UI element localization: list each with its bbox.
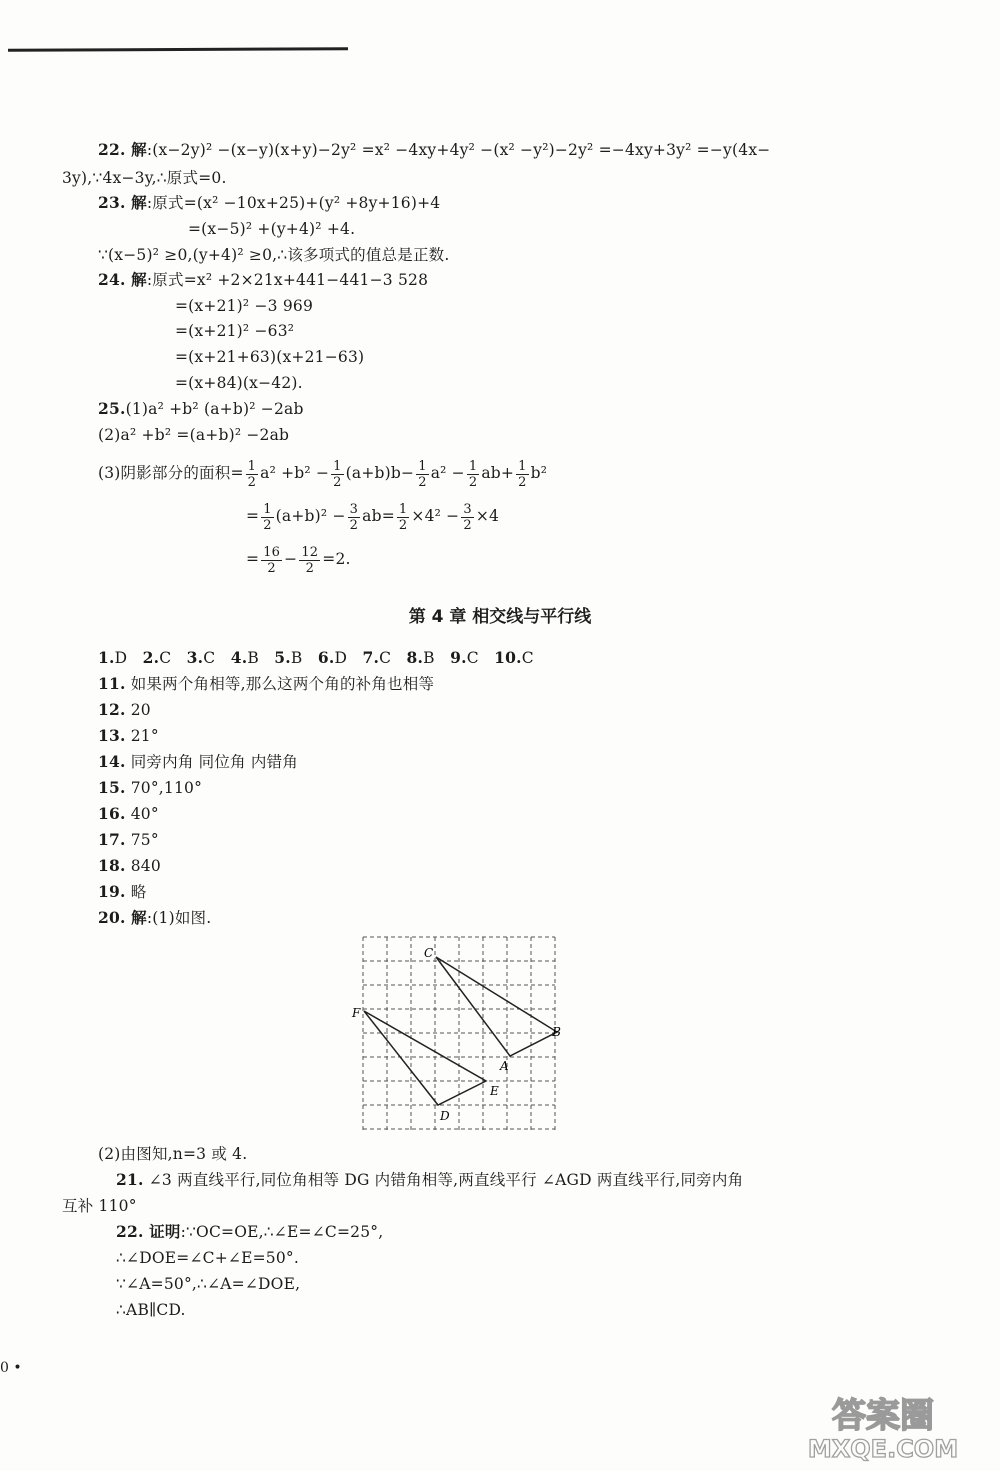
q18: 18. 840 <box>98 856 161 875</box>
label-f: F <box>352 1006 361 1020</box>
mc-item: 4.B <box>230 648 259 667</box>
triangle-def <box>364 1011 486 1105</box>
watermark-title: 答案圈 <box>832 1396 934 1436</box>
q16: 16. 40° <box>98 804 159 823</box>
q22-proof-line2: ∴∠DOE=∠C+∠E=50°. <box>116 1249 300 1267</box>
q25-line5: = $\frac{16}{2}$ − $\frac{12}{2}$ =2. <box>246 544 351 576</box>
mc-item: 5.B <box>274 648 303 667</box>
mc-item: 3.C <box>186 648 216 667</box>
q24-line2: =(x+21)² −3 969 <box>175 297 314 315</box>
chapter-title: 第 4 章 相交线与平行线 <box>408 607 592 627</box>
label-d: D <box>440 1109 450 1123</box>
q22-proof-line3: ∵∠A=50°,∴∠A=∠DOE, <box>116 1275 301 1293</box>
q25-line1: 25.(1)a² +b² (a+b)² −2ab <box>98 399 304 418</box>
page-number: 0 • <box>0 1360 22 1376</box>
mc-item: 8.B <box>406 648 435 667</box>
q25-line3: (3)阴影部分的面积= $\frac{1}{2}$ a² +b² − $\frac{1}{2}$ (a+b)b− $\frac{1}{2}$ a² − $\frac{1}{2}$ ab+ $\frac{1}{2}$ b² <box>98 458 548 490</box>
q25-line4: = $\frac{1}{2}$ (a+b)² − $\frac{3}{2}$ ab= $\frac{1}{2}$ ×4² − $\frac{3}{2}$ ×4 <box>246 501 500 533</box>
grid-figure <box>350 935 560 1137</box>
q24-line3: =(x+21)² −63² <box>175 322 295 340</box>
watermark-logo <box>775 1391 990 1461</box>
q24-line1: 24. 解:原式=x² +2×21x+441−441−3 528 <box>98 270 429 289</box>
q12: 12. 20 <box>98 700 151 719</box>
q21-line2: 互补 110° <box>62 1197 137 1215</box>
top-rule <box>8 47 348 51</box>
q23-line3: ∵(x−5)² ≥0,(y+4)² ≥0,∴该多项式的值总是正数. <box>98 246 450 264</box>
q22-line2: 3y),∵4x−3y,∴原式=0. <box>62 169 227 187</box>
q17: 17. 75° <box>98 830 159 849</box>
q19: 19. 略 <box>98 882 147 901</box>
mc-item: 2.C <box>142 648 172 667</box>
q22-line1: 22. 解:(x−2y)² −(x−y)(x+y)−2y² =x² −4xy+4y² −(x² −y²)−2y² =−4xy+3y² =−y(4x− <box>98 140 771 159</box>
q14: 14. 同旁内角 同位角 内错角 <box>98 752 298 771</box>
q13: 13. 21° <box>98 726 159 745</box>
label-c: C <box>424 946 434 960</box>
mc-item: 6.D <box>317 648 348 667</box>
mc-item: 10.C <box>494 648 534 667</box>
q23-line2: =(x−5)² +(y+4)² +4. <box>188 220 356 238</box>
q23-line1: 23. 解:原式=(x² −10x+25)+(y² +8y+16)+4 <box>98 193 441 212</box>
q22-proof-line1: 22. 证明:∵OC=OE,∴∠E=∠C=25°, <box>116 1222 384 1241</box>
q24-line5: =(x+84)(x−42). <box>175 374 303 392</box>
mc-item: 7.C <box>362 648 392 667</box>
label-b: B <box>552 1025 561 1039</box>
mc-item: 1.D <box>98 648 128 667</box>
q21-line1: 21. ∠3 两直线平行,同位角相等 DG 内错角相等,两直线平行 ∠AGD 两直线平行,同旁内角 <box>116 1170 744 1189</box>
q11: 11. 如果两个角相等,那么这两个角的补角也相等 <box>98 674 435 693</box>
q20-part2: (2)由图知,n=3 或 4. <box>98 1145 248 1163</box>
label-e: E <box>490 1084 499 1098</box>
q24-line4: =(x+21+63)(x+21−63) <box>175 348 365 366</box>
triangle-abc <box>436 957 557 1056</box>
mc-answers <box>98 648 534 668</box>
grid-lines <box>363 937 555 1133</box>
watermark-url: MXQE.COM <box>807 1435 959 1463</box>
q15: 15. 70°,110° <box>98 778 203 797</box>
label-a: A <box>500 1059 509 1073</box>
q25-line2: (2)a² +b² =(a+b)² −2ab <box>98 426 290 444</box>
q22-proof-line4: ∴AB∥CD. <box>116 1301 186 1319</box>
mc-item: 9.C <box>450 648 479 667</box>
q20: 20. 解:(1)如图. <box>98 908 212 927</box>
